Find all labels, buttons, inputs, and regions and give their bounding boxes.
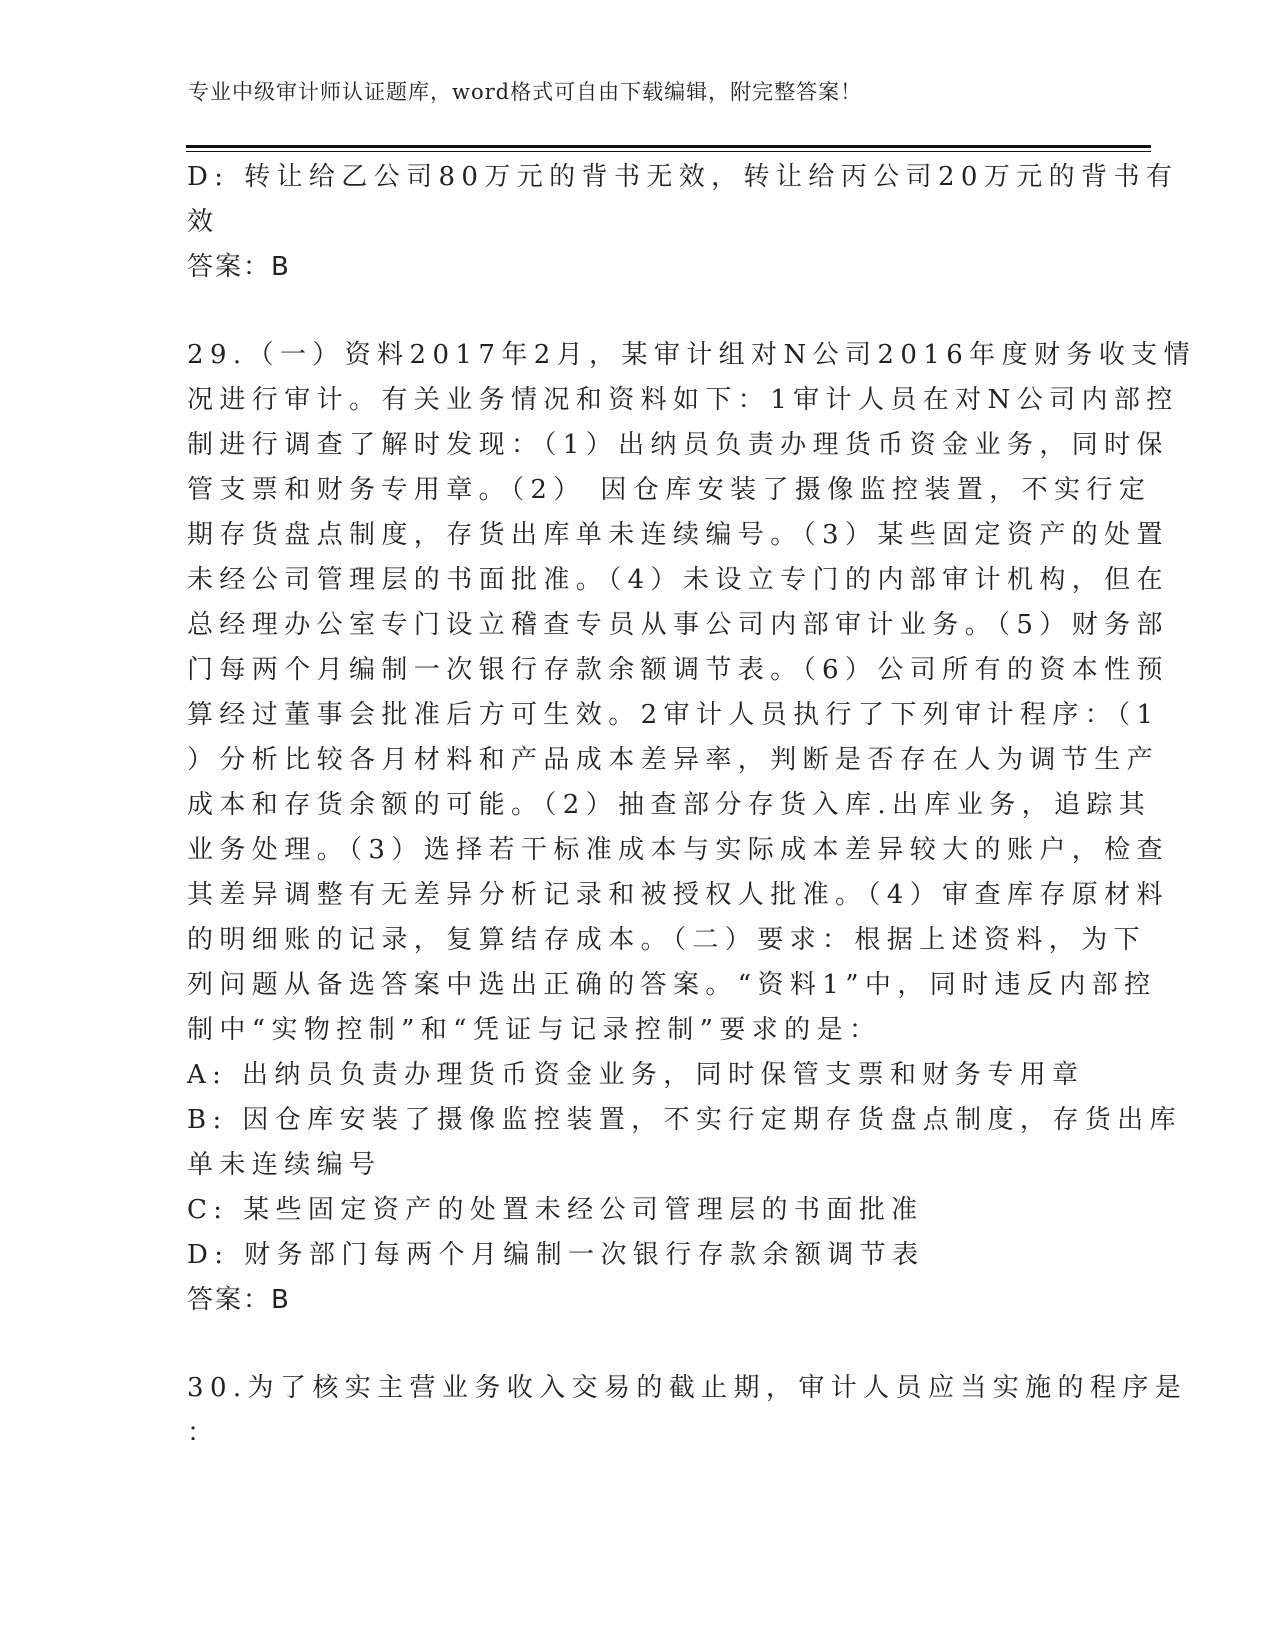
answer-line: 答案：B <box>187 1285 291 1315</box>
text-line: ： <box>187 1418 220 1448</box>
answer-line: 答案：B <box>187 252 291 282</box>
text-line: 其差异调整有无差异分析记录和被授权人批准。（4）审查库存原材料 <box>187 880 1169 910</box>
header-rule-thick <box>186 145 1151 148</box>
text-line: 效 <box>187 207 220 237</box>
text-line: 未经公司管理层的书面批准。（4）未设立专门的内部审计机构，但在 <box>187 565 1169 595</box>
text-line: 管支票和财务专用章。（2） 因仓库安装了摄像监控装置，不实行定 <box>187 475 1152 505</box>
text-line: 门每两个月编制一次银行存款余额调节表。（6）公司所有的资本性预 <box>187 655 1169 685</box>
text-line: 29.（一）资料2017年2月，某审计组对N公司2016年度财务收支情 <box>187 340 1196 370</box>
text-line: 制进行调查了解时发现：（1）出纳员负责办理货币资金业务，同时保 <box>187 430 1169 460</box>
text-line: 期存货盘点制度，存货出库单未连续编号。（3）某些固定资产的处置 <box>187 520 1169 550</box>
text-line: 算经过董事会批准后方可生效。2审计人员执行了下列审计程序：（1 <box>187 700 1160 730</box>
text-line: 的明细账的记录，复算结存成本。（二）要求：根据上述资料，为下 <box>187 925 1147 955</box>
text-line: 况进行审计。有关业务情况和资料如下：1审计人员在对N公司内部控 <box>187 385 1179 415</box>
paragraph-gap <box>187 1323 1092 1366</box>
text-line: D: 财务部门每两个月编制一次银行存款余额调节表 <box>187 1240 925 1270</box>
text-line: D: 转让给乙公司80万元的背书无效，转让给丙公司20万元的背书有 <box>187 162 1179 192</box>
text-line: 总经理办公室专门设立稽查专员从事公司内部审计业务。（5）财务部 <box>187 610 1169 640</box>
text-line: 成本和存货余额的可能。（2）抽查部分存货入库.出库业务，追踪其 <box>187 790 1152 820</box>
text-line: 30.为了核实主营业务收入交易的截止期，审计人员应当实施的程序是 <box>187 1373 1188 1403</box>
text-line: 制中“实物控制”和“凭证与记录控制”要求的是： <box>187 1015 882 1045</box>
page-header: 专业中级审计师认证题库，word格式可自由下载编辑，附完整答案！ <box>188 80 863 104</box>
header-rule-thin <box>186 151 1151 152</box>
text-line: ）分析比较各月材料和产品成本差异率，判断是否存在人为调节生产 <box>187 745 1160 775</box>
text-line: A: 出纳员负责办理货币资金业务，同时保管支票和财务专用章 <box>187 1060 1085 1090</box>
text-line: B: 因仓库安装了摄像监控装置，不实行定期存货盘点制度，存货出库 <box>187 1105 1182 1135</box>
text-line: 业务处理。（3）选择若干标准成本与实际成本差异较大的账户，检查 <box>187 835 1169 865</box>
text-line: 单未连续编号 <box>187 1150 382 1180</box>
text-line: 列问题从备选答案中选出正确的答案。“资料1”中，同时违反内部控 <box>187 970 1157 1000</box>
document-body <box>187 155 1196 1456</box>
paragraph-gap <box>187 290 1092 333</box>
text-line: C: 某些固定资产的处置未经公司管理层的书面批准 <box>187 1195 924 1225</box>
